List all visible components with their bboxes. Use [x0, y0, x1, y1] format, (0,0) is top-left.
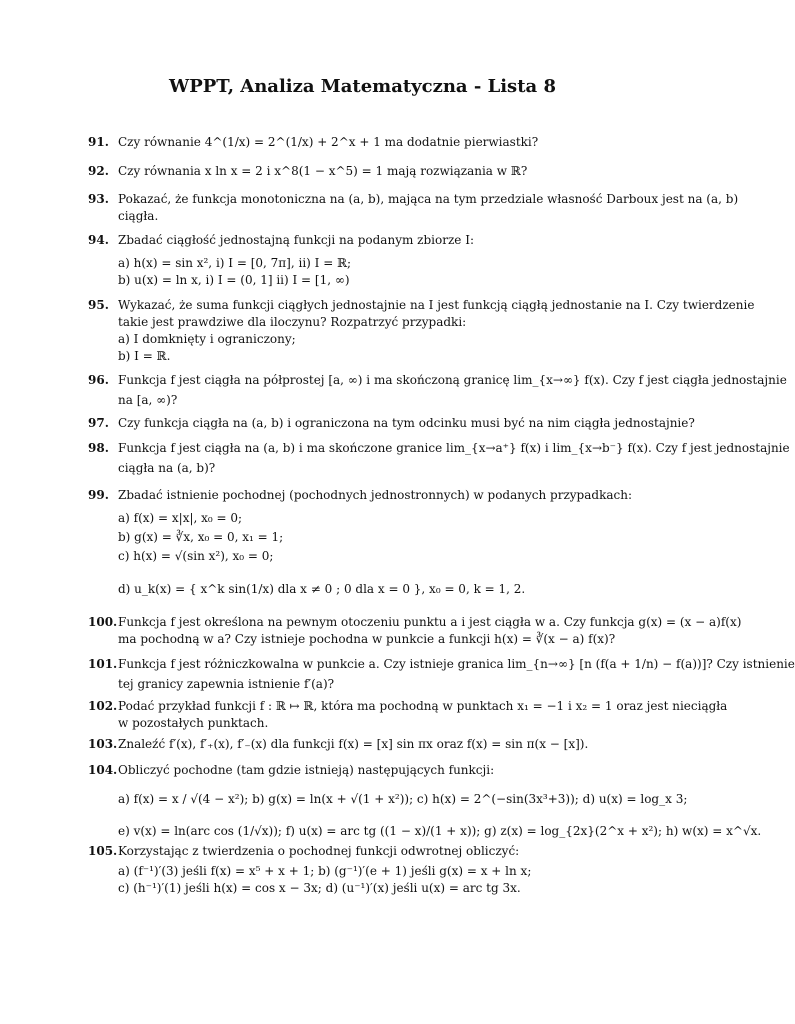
problem-line: Czy równania x ln x = 2 i x^8(1 − x^5) = 1 mają rozwiązania w ℝ?	[118, 164, 528, 178]
problem-number: 94.	[88, 233, 109, 247]
problem-line: Pokazać, że funkcja monotoniczna na (a, b), mająca na tym przedziale własność Darboux jest na (a, b)	[118, 192, 739, 206]
problem-line: a) f(x) = x|x|, x₀ = 0;	[118, 511, 243, 525]
problem-number: 100.	[88, 615, 118, 629]
problem-number: 104.	[88, 763, 118, 777]
problem-line: Korzystając z twierdzenia o pochodnej funkcji odwrotnej obliczyć:	[118, 844, 520, 858]
problem-line: c) h(x) = √(sin x²), x₀ = 0;	[118, 549, 274, 563]
problem-number: 102.	[88, 699, 118, 713]
problem-line: Czy równanie 4^(1/x) = 2^(1/x) + 2^x + 1 ma dodatnie pierwiastki?	[118, 135, 539, 149]
problem-line: d) u_k(x) = { x^k sin(1/x) dla x ≠ 0 ; 0 dla x = 0 }, x₀ = 0, k = 1, 2.	[118, 582, 526, 596]
problem-number: 96.	[88, 373, 109, 387]
problem-line: a) (f⁻¹)′(3) jeśli f(x) = x⁵ + x + 1; b) (g⁻¹)′(e + 1) jeśli g(x) = x + ln x;	[118, 864, 532, 878]
problem-line: Funkcja f jest określona na pewnym otoczeniu punktu a i jest ciągła w a. Czy funkcja g(x) = (x − a)f(x)	[118, 615, 742, 629]
problem-line: w pozostałych punktach.	[118, 716, 269, 730]
problem-line: Zbadać istnienie pochodnej (pochodnych jednostronnych) w podanych przypadkach:	[118, 488, 632, 502]
problem-line: Wykazać, że suma funkcji ciągłych jednostajnie na I jest funkcją ciągłą jednostanie na I. Czy twierdzenie	[118, 298, 755, 312]
problem-number: 92.	[88, 164, 109, 178]
problem-line: ciągła.	[118, 209, 159, 223]
problem-line: b) u(x) = ln x, i) I = (0, 1] ii) I = [1, ∞)	[118, 273, 350, 287]
problem-line: a) h(x) = sin x², i) I = [0, 7π], ii) I = ℝ;	[118, 256, 352, 270]
problem-number: 95.	[88, 298, 109, 312]
problem-number: 103.	[88, 737, 118, 751]
problem-line: Czy funkcja ciągła na (a, b) i ograniczona na tym odcinku musi być na nim ciągła jednostajnie?	[118, 416, 695, 430]
problem-line: a) f(x) = x / √(4 − x²); b) g(x) = ln(x + √(1 + x²)); c) h(x) = 2^(−sin(3x³+3)); d) u(x) = log_x 3;	[118, 792, 688, 806]
problem-number: 99.	[88, 488, 109, 502]
problem-line: Znaleźć f′(x), f′₊(x), f′₋(x) dla funkcji f(x) = [x] sin πx oraz f(x) = sin π(x − [x]).	[118, 737, 589, 751]
problem-number: 93.	[88, 192, 109, 206]
problem-number: 97.	[88, 416, 109, 430]
problem-number: 98.	[88, 441, 109, 455]
problem-line: Podać przykład funkcji f : ℝ ↦ ℝ, która ma pochodną w punktach x₁ = −1 i x₂ = 1 oraz jest nieciągła	[118, 699, 728, 713]
problem-line: b) g(x) = ∛x, x₀ = 0, x₁ = 1;	[118, 530, 284, 544]
problem-line: Funkcja f jest ciągła na półprostej [a, ∞) i ma skończoną granicę lim_{x→∞} f(x). Czy f jest ciągła jednostajnie	[118, 373, 787, 387]
problem-line: c) (h⁻¹)′(1) jeśli h(x) = cos x − 3x; d) (u⁻¹)′(x) jeśli u(x) = arc tg 3x.	[118, 881, 521, 895]
problem-line: ma pochodną w a? Czy istnieje pochodna w punkcie a funkcji h(x) = ∛(x − a) f(x)?	[118, 632, 616, 646]
problem-line: ciągła na (a, b)?	[118, 461, 216, 475]
problem-line: takie jest prawdziwe dla iloczynu? Rozpatrzyć przypadki:	[118, 315, 467, 329]
problem-number: 91.	[88, 135, 109, 149]
page-title: WPPT, Analiza Matematyczna - Lista 8	[169, 76, 556, 97]
problem-line: Obliczyć pochodne (tam gdzie istnieją) następujących funkcji:	[118, 763, 495, 777]
problem-line: a) I domknięty i ograniczony;	[118, 332, 296, 346]
problem-line: na [a, ∞)?	[118, 393, 178, 407]
problem-line: Zbadać ciągłość jednostajną funkcji na podanym zbiorze I:	[118, 233, 474, 247]
problem-number: 105.	[88, 844, 118, 858]
problem-line: tej granicy zapewnia istnienie f′(a)?	[118, 677, 335, 691]
problem-number: 101.	[88, 657, 118, 671]
problem-line: Funkcja f jest różniczkowalna w punkcie a. Czy istnieje granica lim_{n→∞} [n (f(a + 1/n) − f(a))]? Czy istnienie	[118, 657, 795, 671]
problem-line: e) v(x) = ln(arc cos (1/√x)); f) u(x) = arc tg ((1 − x)/(1 + x)); g) z(x) = log_{2x}(2^x + x²); h) w(x) = x^√x.	[118, 824, 762, 838]
problem-line: Funkcja f jest ciągła na (a, b) i ma skończone granice lim_{x→a⁺} f(x) i lim_{x→b⁻} f(x). Czy f jest jednostajnie	[118, 441, 790, 455]
problem-line: b) I = ℝ.	[118, 349, 171, 363]
